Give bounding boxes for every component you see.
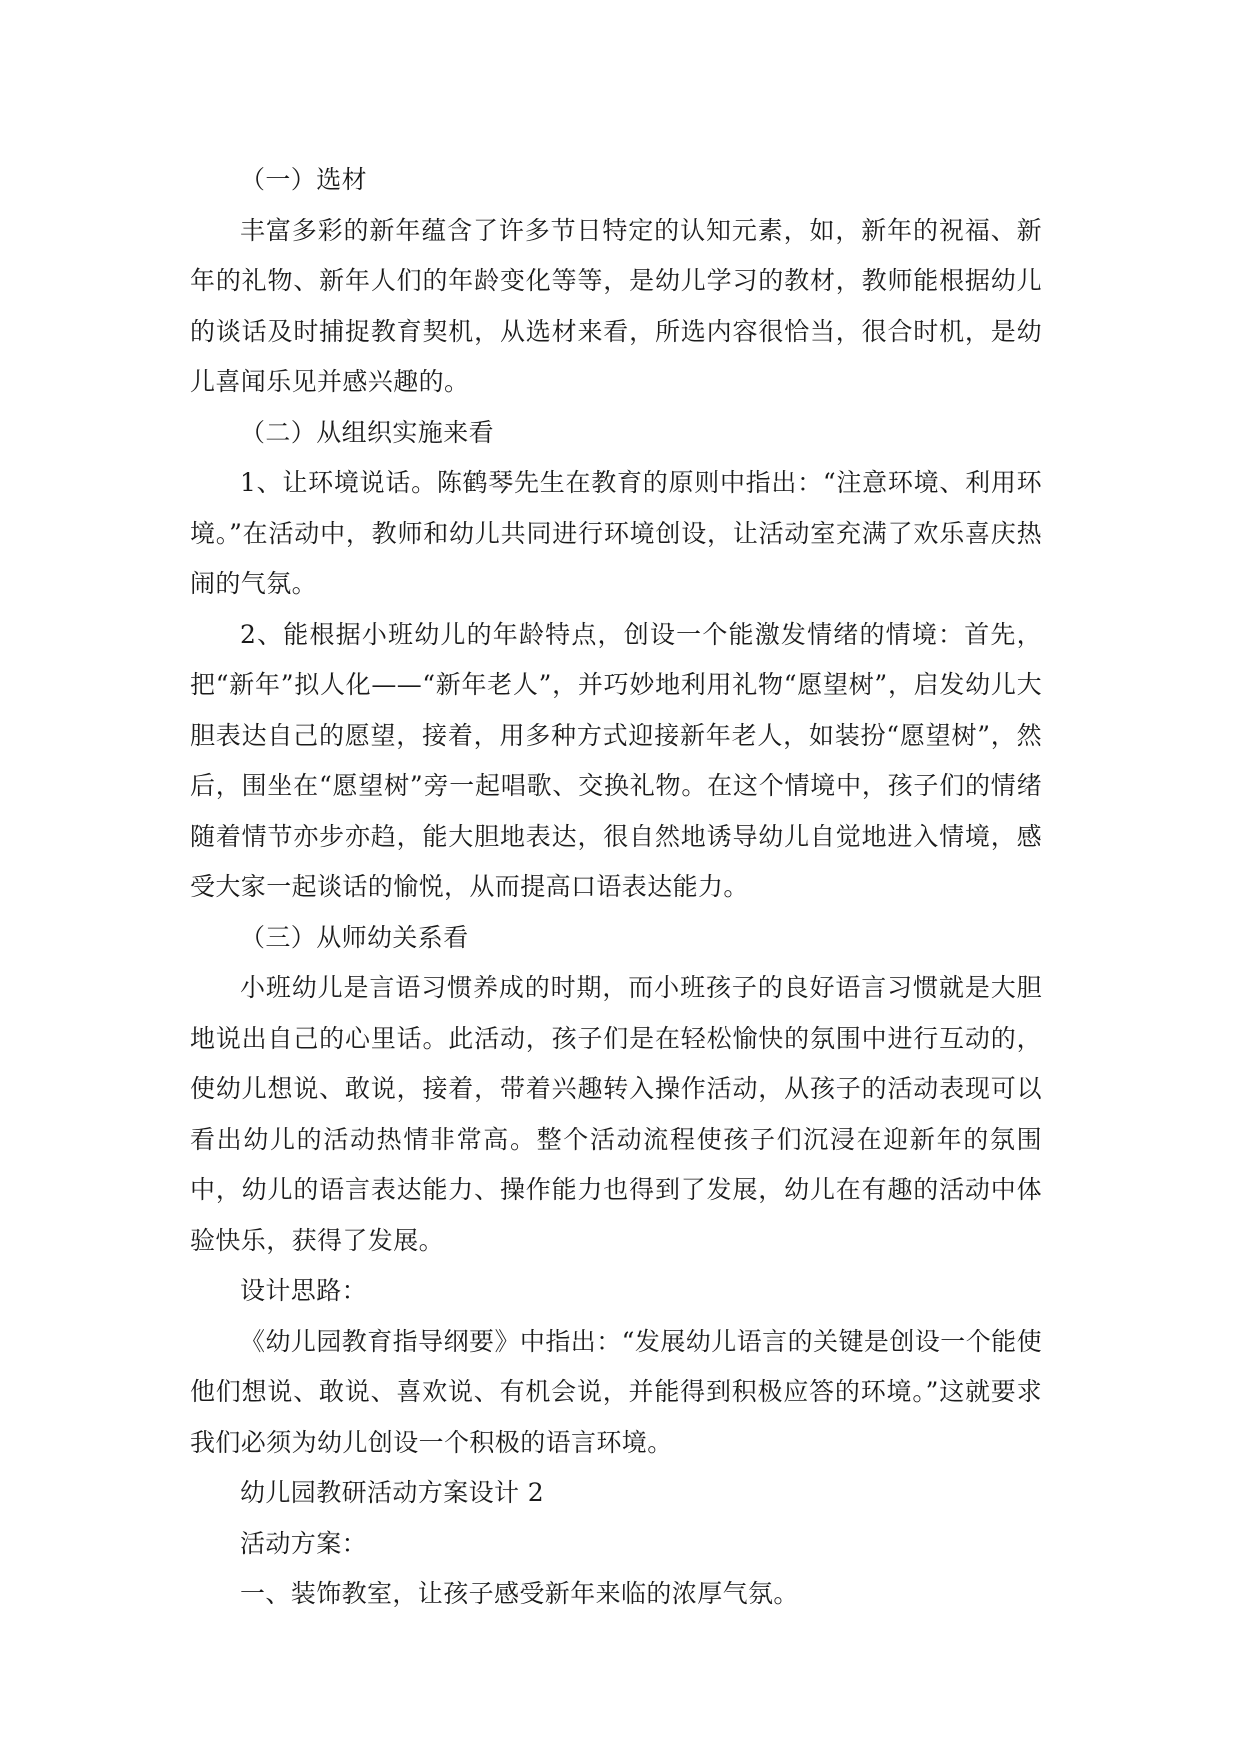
paragraph-teacher-child-body: 小班幼儿是言语习惯养成的时期，而小班孩子的良好语言习惯就是大胆地说出自己的心里话。此活动，孩子们是在轻松愉快的氛围中进行互动的，使幼儿想说、敢说，接着，带着兴趣转入操作活动，从孩子的活动表现可以看出幼儿的活动热情非常高。整个活动流程使孩子们沉浸在迎新年的氛围中，幼儿的语言表达能力、操作能力也得到了发展，幼儿在有趣的活动中体验快乐，获得了发展。 [190,973,1042,1255]
section-heading-teacher-child: （三）从师幼关系看 [240,922,469,952]
section-heading-implementation: （二）从组织实施来看 [240,417,495,447]
design-ideas-heading: 设计思路： [240,1276,368,1305]
paragraph-decorate-classroom: 一、装饰教室，让孩子感受新年来临的浓厚气氛。 [240,1579,799,1608]
paragraph-design-ideas: 《幼儿园教育指导纲要》中指出：“发展幼儿语言的关键是创设一个能使他们想说、敢说、喜欢说、有机会说，并能得到积极应答的环境。”这就要求我们必须为幼儿创设一个积极的语言环境。 [190,1326,1042,1457]
document-page [190,155,1042,1620]
paragraph-selection-body: 丰富多彩的新年蕴含了许多节日特定的认知元素，如，新年的祝福、新年的礼物、新年人们的年龄变化等等，是幼儿学习的教材，教师能根据幼儿的谈话及时捕捉教育契机，从选材来看，所选内容很恰当，很合时机，是幼儿喜闻乐见并感兴趣的。 [190,215,1042,396]
plan-title: 幼儿园教研活动方案设计 2 [240,1478,545,1507]
paragraph-situation: 2、能根据小班幼儿的年龄特点，创设一个能激发情绪的情境：首先，把“新年”拟人化——“新年老人”，并巧妙地利用礼物“愿望树”，启发幼儿大胆表达自己的愿望，接着，用多种方式迎接新年老人，如装扮“愿望树”，然后，围坐在“愿望树”旁一起唱歌、交换礼物。在这个情境中，孩子们的情绪随着情节亦步亦趋，能大胆地表达，很自然地诱导幼儿自觉地进入情境，感受大家一起谈话的愉悦，从而提高口语表达能力。 [190,619,1042,901]
section-heading-selection: （一）选材 [240,165,368,194]
paragraph-environment: 1、让环境说话。陈鹤琴先生在教育的原则中指出：“注意环境、利用环境。”在活动中，教师和幼儿共同进行环境创设，让活动室充满了欢乐喜庆热闹的气氛。 [190,468,1042,598]
activity-plan-heading: 活动方案： [240,1528,368,1558]
